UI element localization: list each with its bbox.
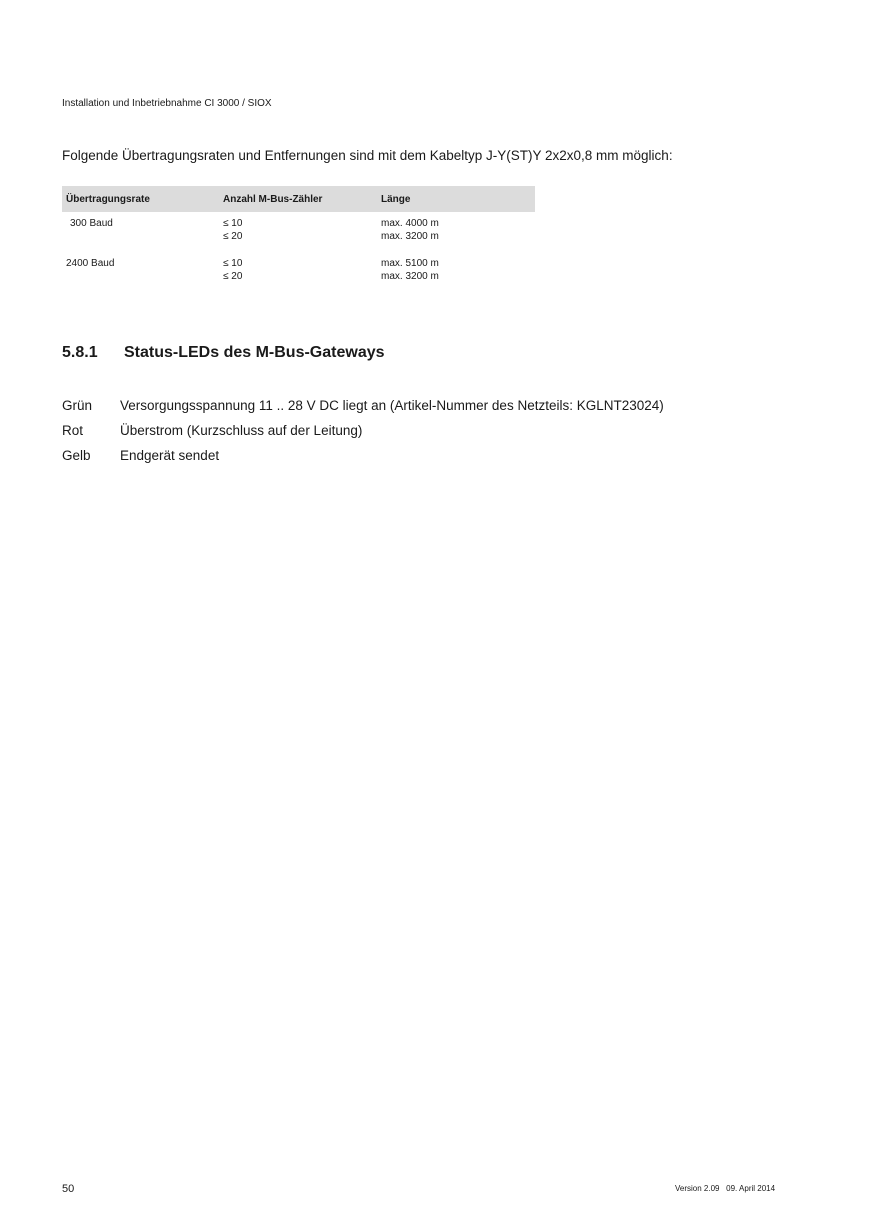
table-cell-count: ≤ 10 xyxy=(223,218,243,229)
table-cell-counts xyxy=(223,257,381,283)
intro-paragraph: Folgende Übertragungsraten und Entfernungen sind mit dem Kabeltyp J-Y(ST)Y 2x2x0,8 mm möglich: xyxy=(62,148,673,163)
table-cell-length: max. 3200 m xyxy=(381,271,439,282)
list-item xyxy=(62,393,664,418)
list-item xyxy=(62,443,664,468)
table-cell-rate: 2400 Baud xyxy=(66,258,115,269)
table-cell-lengths xyxy=(381,257,535,283)
led-color-label: Grün xyxy=(62,398,93,413)
led-color-label: Rot xyxy=(62,423,84,438)
table-cell-length: max. 4000 m xyxy=(381,218,439,229)
table-header-length: Länge xyxy=(381,193,411,205)
version-footer: Version 2.09 09. April 2014 xyxy=(675,1184,776,1193)
document-header: Installation und Inbetriebnahme CI 3000 / SIOX xyxy=(62,98,272,109)
table-cell-rate: 300 Baud xyxy=(70,218,113,229)
table-cell-lengths xyxy=(381,217,535,243)
table-body xyxy=(62,212,535,283)
table-cell-counts xyxy=(223,217,381,243)
led-description: Überstrom (Kurzschluss auf der Leitung) xyxy=(120,423,363,438)
list-item xyxy=(62,418,664,443)
section-number: 5.8.1 xyxy=(62,344,98,361)
table-cell-length: max. 5100 m xyxy=(381,258,439,269)
led-description: Versorgungsspannung 11 .. 28 V DC liegt an (Artikel-Nummer des Netzteils: KGLNT23024) xyxy=(120,398,664,413)
section-title: Status-LEDs des M-Bus-Gateways xyxy=(124,344,385,361)
page-number: 50 xyxy=(62,1183,75,1195)
section-heading xyxy=(62,344,385,362)
table-cell-count: ≤ 20 xyxy=(223,271,243,282)
table-row xyxy=(62,257,535,283)
table-cell-count: ≤ 20 xyxy=(223,231,243,242)
table-header-rate: Übertragungsrate xyxy=(66,193,150,205)
led-color-label: Gelb xyxy=(62,448,91,463)
table-header-count: Anzahl M-Bus-Zähler xyxy=(223,193,323,205)
table-cell-length: max. 3200 m xyxy=(381,231,439,242)
table-cell-count: ≤ 10 xyxy=(223,258,243,269)
table-header-row xyxy=(62,186,535,212)
table-row xyxy=(62,217,535,243)
led-description: Endgerät sendet xyxy=(120,448,220,463)
led-status-list xyxy=(62,393,664,468)
transmission-rate-table xyxy=(62,186,535,283)
